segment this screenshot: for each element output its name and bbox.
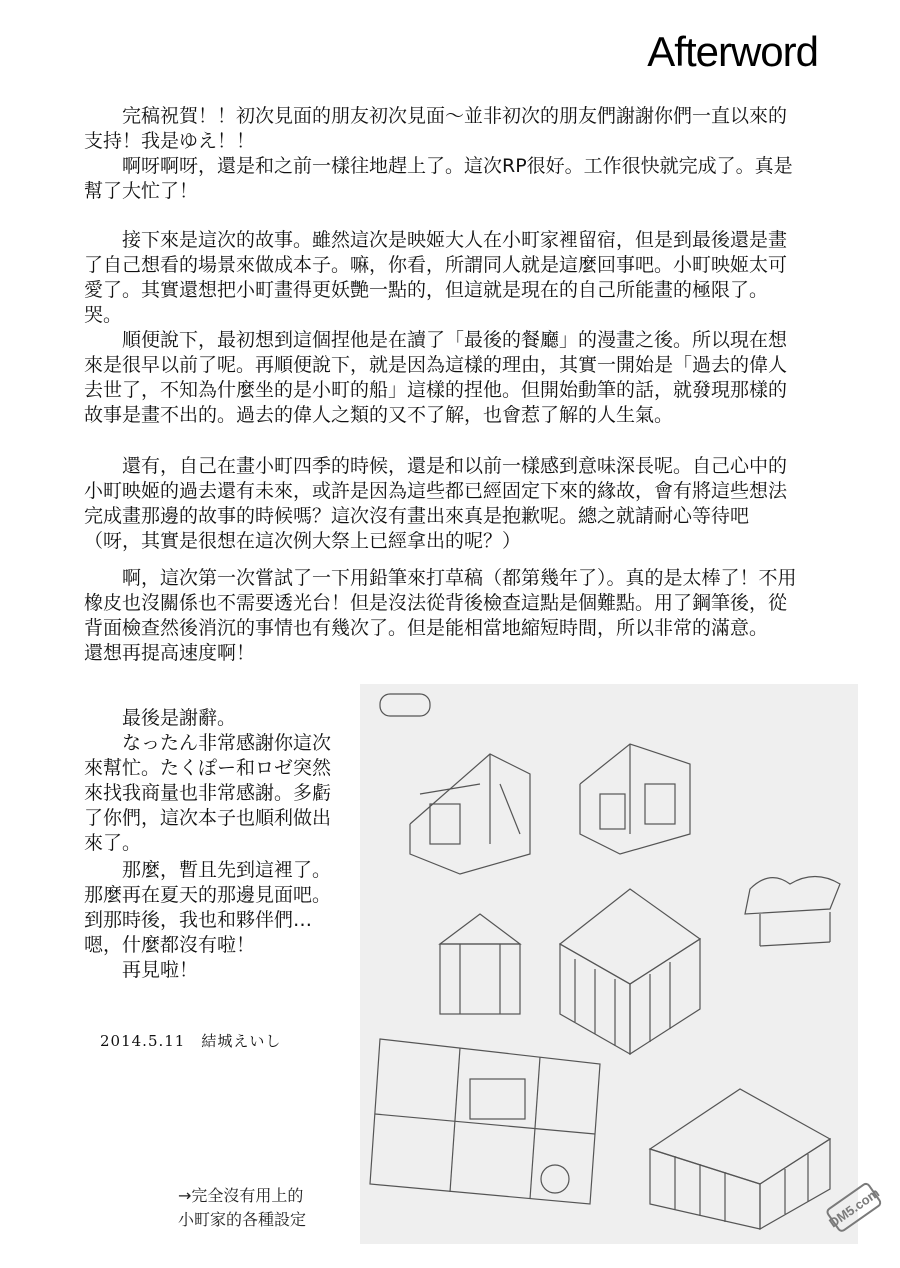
sketch-shed xyxy=(650,1089,830,1229)
sketch-house-roof xyxy=(560,889,700,1054)
paragraph-story: 接下來是這次的故事。雖然這次是映姬大人在小町家裡留宿，但是到最後還是畫了自己想看的場景來做成本子。嘛，你看，所謂同人就是這麼回事吧。小町映姬太可愛了。其實還想把小町畫得更妖艷一點的，但這就是現在的自己所能畫的極限了。哭。 順便說下，最初想到這個捏他是在讀了「最後的餐廳」的漫畫之後。所以現在想來是很早以前了呢。再順便說下，就是因為這樣的理由，其實一開始是「過去的偉人去世了，不知為什麼坐的是小町的船」這樣的捏他。但開始動筆的話，就發現那樣的故事是畫不出的。過去的偉人之類的又不了解，也會惹了解的人生氣。 xyxy=(84,229,788,426)
paragraph-greeting: 完稿祝賀！！初次見面的朋友初次見面～並非初次的朋友們謝謝你們一直以來的支持！我是ゆえ！！ 啊呀啊呀，還是和之前一樣往地趕上了。這次RP很好。工作很快就完成了。真是幫了大忙了！ xyxy=(84,105,793,202)
sketch-house-small xyxy=(440,914,520,1014)
sketch-room-2 xyxy=(580,744,690,854)
paragraph-reflection: 還有，自己在畫小町四季的時候，還是和以前一樣感到意味深長呢。自己心中的小町映姬的過去還有未來，或許是因為這些都已經固定下來的緣故，會有將這些想法完成畫那邊的故事的時候嗎？這次沒有畫出來真是抱歉呢。總之就請耐心等待吧（呀，其實是很想在這次例大祭上已經拿出的呢？） xyxy=(84,455,788,552)
sketch-room-1 xyxy=(410,754,530,874)
paragraph-farewell: 那麼，暫且先到這裡了。那麼再在夏天的那邊見面吧。到那時後，我也和夥伴們…嗯，什麼都沒有啦！ 再見啦！ xyxy=(84,859,332,981)
sketch-bench xyxy=(745,877,840,947)
paragraph-pencil: 啊，這次第一次嘗試了一下用鉛筆來打草稿（都第幾年了）。真的是太棒了！不用橡皮也沒關係也不需要透光台！但是沒法從背後檢查這點是個難點。用了鋼筆後，從背面檢查然後消沉的事情也有幾次了。但是能相當地縮短時間，所以非常的滿意。 還想再提高速度啊！ xyxy=(84,567,797,664)
house-sketch-image xyxy=(360,684,858,1244)
paragraph-thanks: 最後是謝辭。 なったん非常感謝你這次來幫忙。たくぽー和ロゼ突然來找我商量也非常感謝。多虧了你們，這次本子也順利做出來了。 xyxy=(84,707,332,854)
page-title: Afterword xyxy=(647,28,818,75)
svg-text:DM5.com: DM5.com xyxy=(826,1185,883,1231)
sketch-caption: →完全沒有用上的 小町家的各種設定 xyxy=(178,1186,307,1229)
watermark-logo xyxy=(820,1164,890,1254)
sketch-floor-plan xyxy=(370,1039,600,1204)
signature-date: 2014.5.11 結城えいし xyxy=(100,1032,282,1050)
